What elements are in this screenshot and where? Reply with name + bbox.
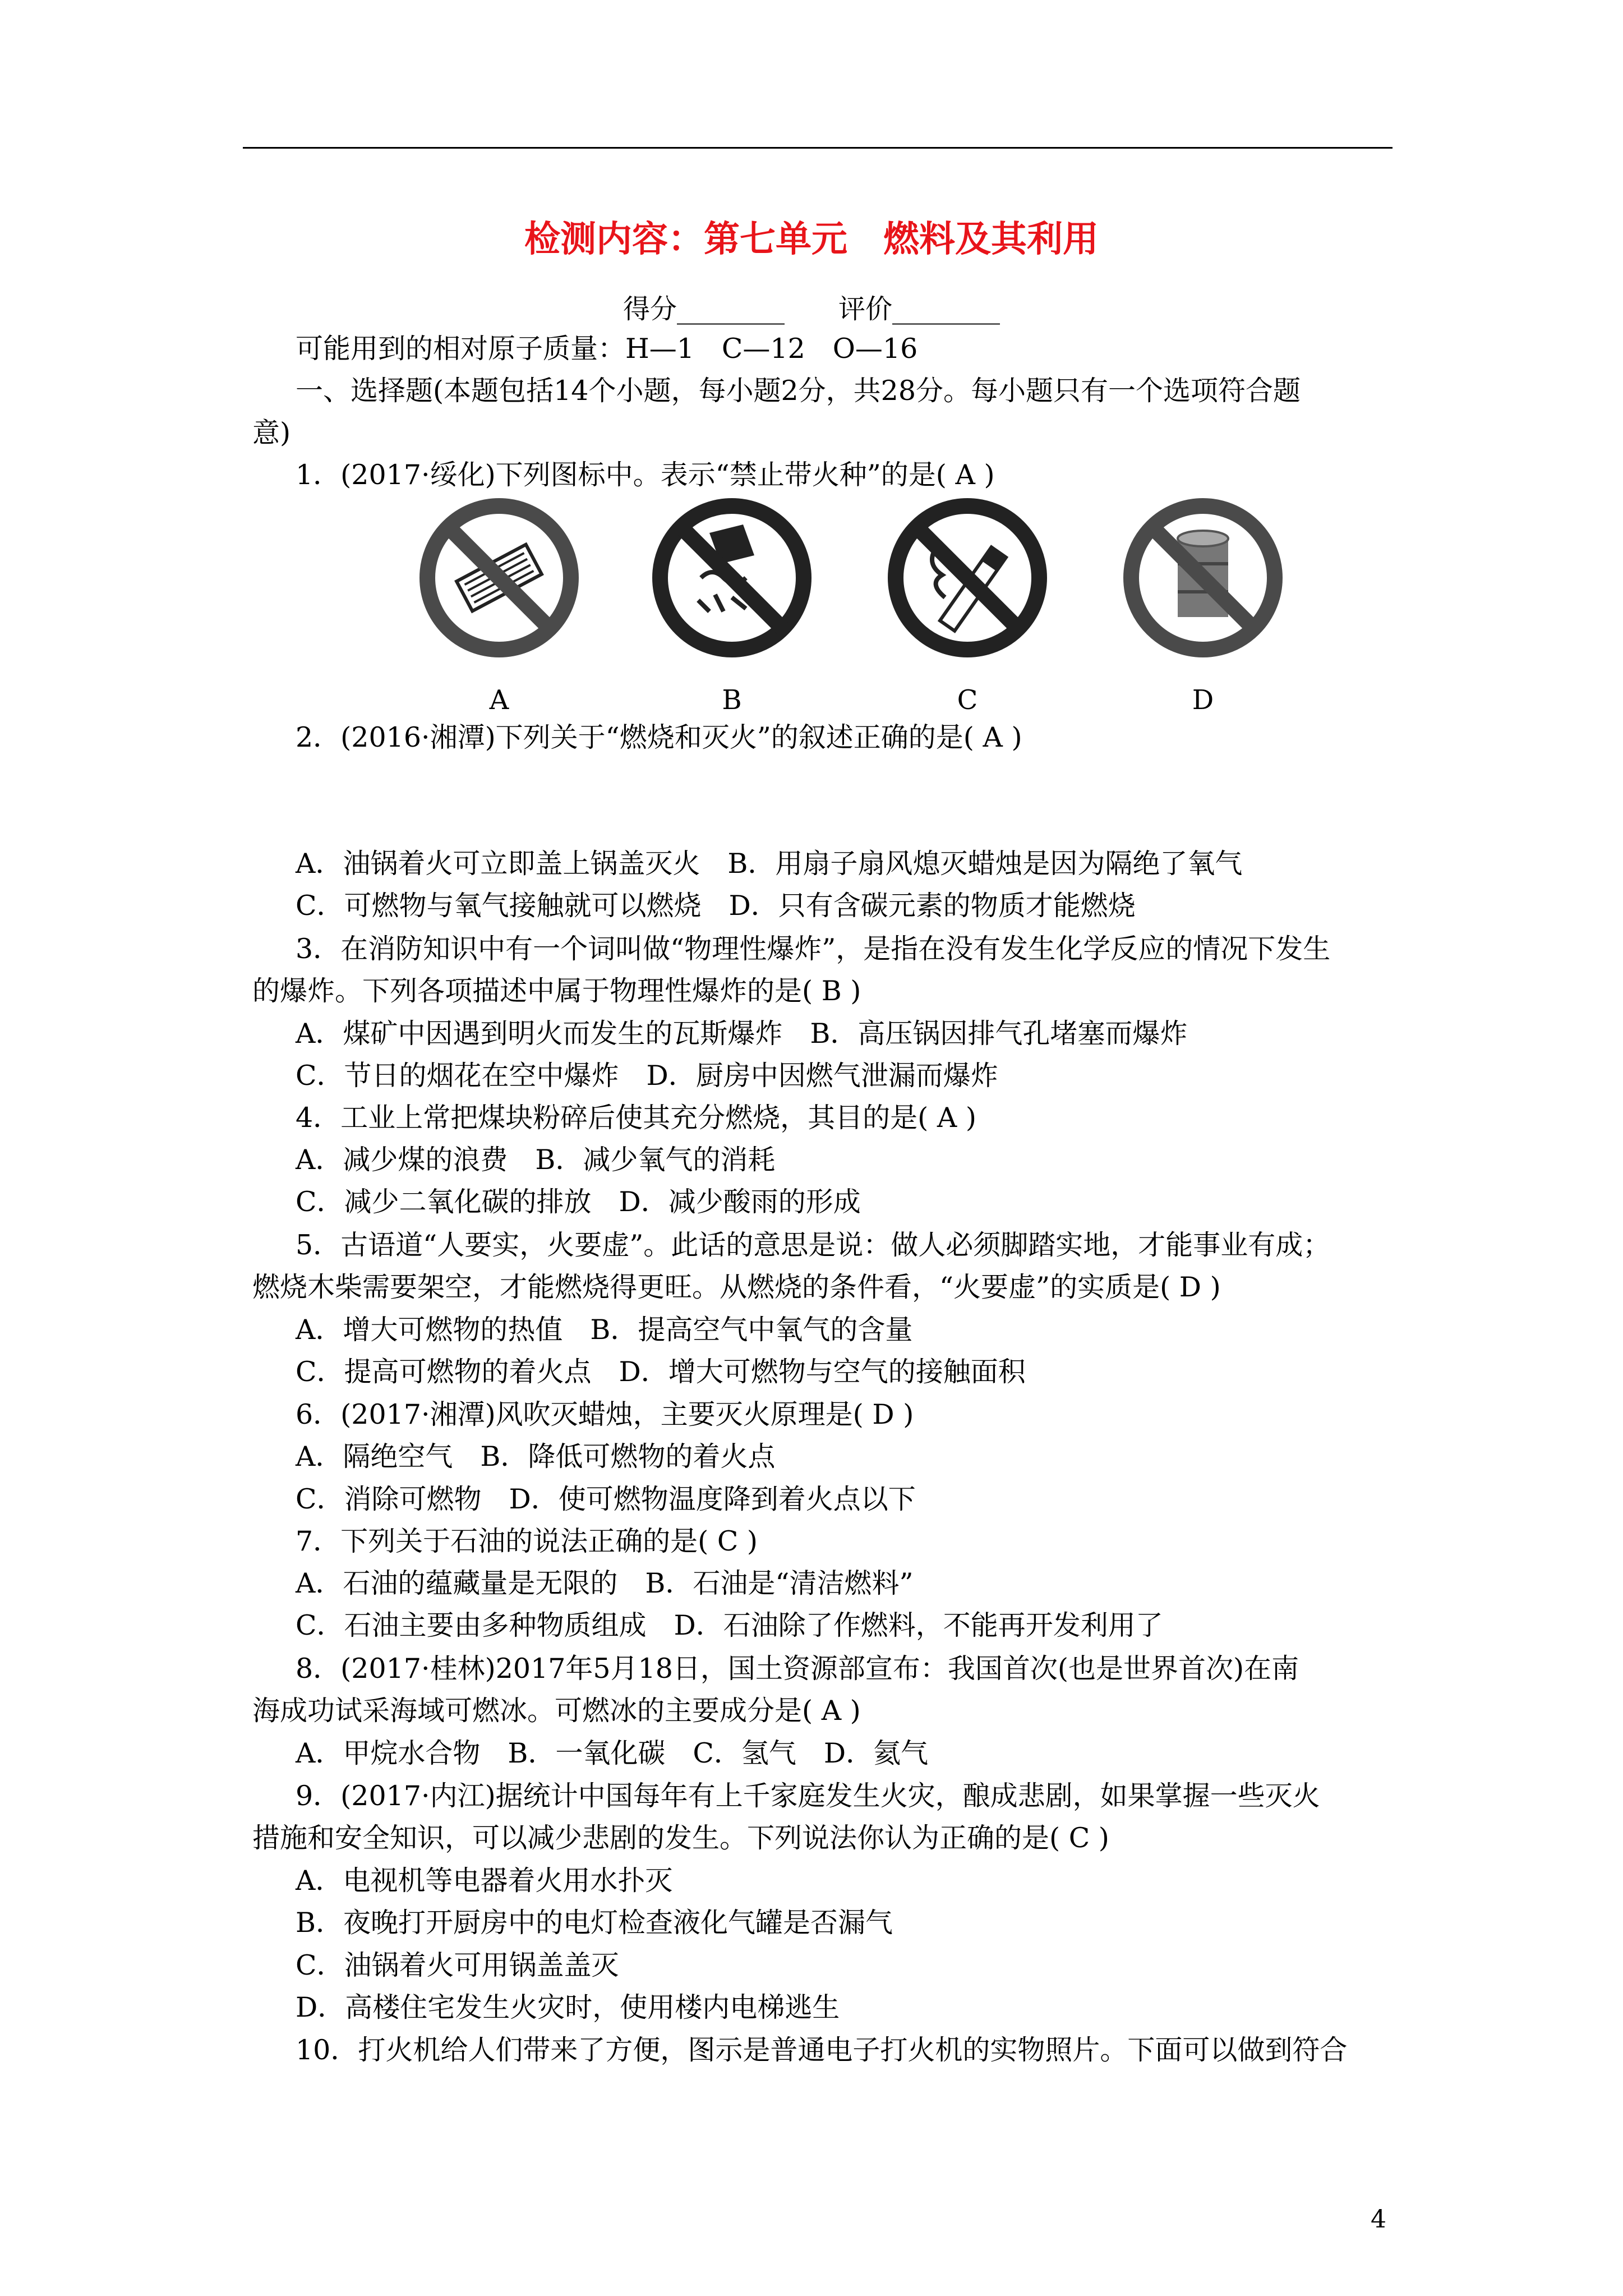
question-8-stem: 8．(2017·桂林)2017年5月18日，国土资源部宣布：我国首次(也是世界首次)在南	[296, 1653, 1299, 1685]
question-7-stem: 7．下列关于石油的说法正确的是( C )	[296, 1525, 758, 1557]
question-2-stem: 2．(2016·湘潭)下列关于“燃烧和灭火”的叙述正确的是( A )	[296, 721, 1022, 753]
question-3-stem-cont: 的爆炸。下列各项描述中属于物理性爆炸的是( B )	[252, 975, 861, 1007]
header-rule	[243, 147, 1393, 149]
no-fireworks-icon	[648, 494, 816, 662]
question-8-options: A．甲烷水合物 B．一氧化碳 C．氢气 D．氦气	[296, 1737, 929, 1769]
atomic-masses-note: 可能用到的相对原子质量：H—1 C—12 O—16	[296, 333, 918, 365]
question-5-stem: 5．古语道“人要实，火要虚”。此话的意思是说：做人必须脚踏实地，才能事业有成；	[296, 1229, 1331, 1261]
question-5-stem-cont: 燃烧木柴需要架空，才能燃烧得更旺。从燃烧的条件看，“火要虚”的实质是( D )	[252, 1271, 1221, 1303]
question-5-options-ab: A．增大可燃物的热值 B．提高空气中氧气的含量	[296, 1314, 913, 1346]
section-heading: 一、选择题(本题包括14个小题，每小题2分，共28分。每小题只有一个选项符合题	[296, 375, 1301, 407]
no-flammable-barrel-icon	[1119, 494, 1287, 662]
figure-label-a: A	[489, 684, 509, 716]
question-9-option-b: B．夜晚打开厨房中的电灯检查液化气罐是否漏气	[296, 1907, 893, 1939]
question-4-options-ab: A．减少煤的浪费 B．减少氧气的消耗	[296, 1144, 776, 1176]
question-9-stem-cont: 措施和安全知识，可以减少悲剧的发生。下列说法你认为正确的是( C )	[252, 1822, 1109, 1854]
question-9-option-a: A．电视机等电器着火用水扑灭	[296, 1865, 673, 1897]
page-number: 4	[1371, 2205, 1386, 2234]
question-4-stem: 4．工业上常把煤块粉碎后使其充分燃烧，其目的是( A )	[296, 1102, 976, 1134]
question-2-options-ab: A．油锅着火可立即盖上锅盖灭火 B．用扇子扇风熄灭蜡烛是因为隔绝了氧气	[296, 848, 1243, 880]
question-5-options-cd: C．提高可燃物的着火点 D．增大可燃物与空气的接触面积	[296, 1356, 1026, 1388]
question-6-options-ab: A．隔绝空气 B．降低可燃物的着火点	[296, 1441, 776, 1473]
question-6-stem: 6．(2017·湘潭)风吹灭蜡烛，主要灭火原理是( D )	[296, 1398, 914, 1430]
no-smoking-icon	[883, 494, 1052, 662]
question-3-stem: 3．在消防知识中有一个词叫做“物理性爆炸”，是指在没有发生化学反应的情况下发生	[296, 933, 1331, 965]
question-10-stem: 10．打火机给人们带来了方便，图示是普通电子打火机的实物照片。下面可以做到符合	[296, 2034, 1348, 2066]
question-9-stem: 9．(2017·内江)据统计中国每年有上千家庭发生火灾，酿成悲剧，如果掌握一些灭火	[296, 1780, 1320, 1812]
page-title: 检测内容：第七单元 燃料及其利用	[524, 218, 1099, 260]
question-2-options-cd: C．可燃物与氧气接触就可以燃烧 D．只有含碳元素的物质才能燃烧	[296, 890, 1136, 922]
question-3-options-cd: C．节日的烟花在空中爆炸 D．厨房中因燃气泄漏而爆炸	[296, 1060, 998, 1092]
figure-label-c: C	[957, 684, 978, 716]
question-1-stem: 1．(2017·绥化)下列图标中。表示“禁止带火种”的是( A )	[296, 459, 995, 491]
question-6-options-cd: C．消除可燃物 D．使可燃物温度降到着火点以下	[296, 1483, 916, 1515]
question-7-options-ab: A．石油的蕴藏量是无限的 B．石油是“清洁燃料”	[296, 1567, 914, 1599]
figure-label-b: B	[722, 684, 742, 716]
question-7-options-cd: C．石油主要由多种物质组成 D．石油除了作燃料，不能再开发利用了	[296, 1609, 1163, 1641]
figure-label-d: D	[1192, 684, 1214, 716]
no-matches-icon	[415, 494, 583, 662]
question-9-option-c: C．油锅着火可用锅盖盖灭	[296, 1949, 619, 1981]
question-9-option-d: D．高楼住宅发生火灾时，使用楼内电梯逃生	[296, 1991, 840, 2023]
score-evaluation-line: 得分________ 评价________	[623, 293, 1000, 325]
section-heading-cont: 意)	[252, 417, 291, 449]
question-4-options-cd: C．减少二氧化碳的排放 D．减少酸雨的形成	[296, 1186, 861, 1218]
question-8-stem-cont: 海成功试采海域可燃冰。可燃冰的主要成分是( A )	[252, 1695, 861, 1727]
question-1-figures	[393, 494, 1301, 673]
question-3-options-ab: A．煤矿中因遇到明火而发生的瓦斯爆炸 B．高压锅因排气孔堵塞而爆炸	[296, 1018, 1188, 1050]
